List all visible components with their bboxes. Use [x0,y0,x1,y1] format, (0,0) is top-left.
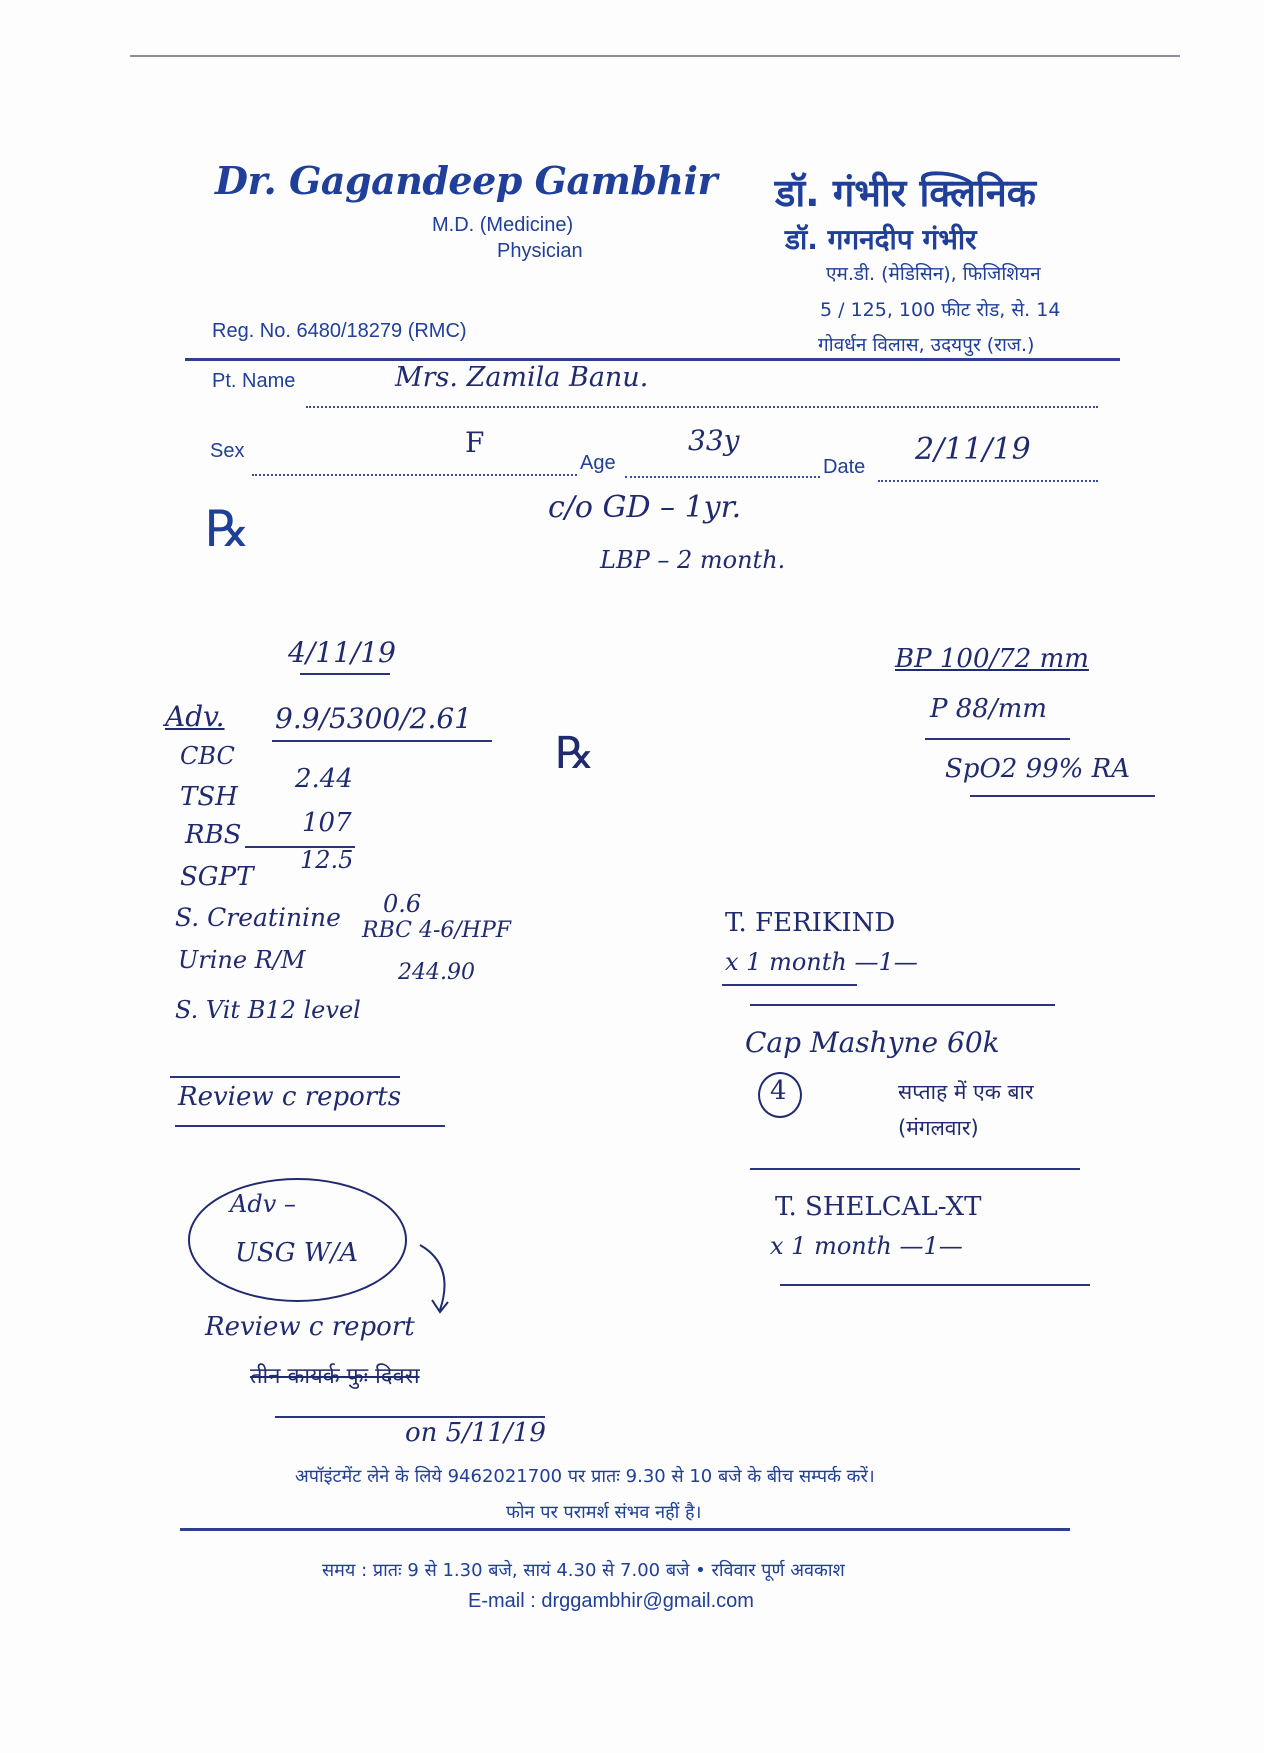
lab-rbs-value: 107 [302,808,352,838]
address-hindi-line1: 5 / 125, 100 फीट रोड, से. 14 [820,299,1061,321]
followup-date: 4/11/19 [288,636,396,669]
date-label: Date [823,456,866,478]
advice-value-underline [272,740,492,742]
lab-creatinine-value: 0.6 [383,890,422,918]
doctor-name: Dr. Gagandeep Gambhir [215,158,717,203]
lab-creatinine-name: S. Creatinine [175,903,341,932]
vital-bp: BP 100/72 mm [895,644,1089,674]
clinic-timing: समय : प्रातः 9 से 1.30 बजे, सायं 4.30 से 7.00 बजे • रविवार पूर्ण अवकाश [322,1560,845,1581]
lab-urine-name: Urine R/M [178,946,306,974]
circled-usg: USG W/A [235,1238,359,1268]
usg-arrow [410,1240,470,1320]
lab-rbs-name: RBS [185,820,242,850]
followup-date-underline [300,673,390,675]
med1-underline [722,984,857,986]
med3-divider [780,1284,1090,1286]
advice-label: Adv. [165,700,225,733]
lab-sgpt-name: SGPT [180,862,254,892]
rx-symbol: ℞ [205,500,250,558]
lab-b12-value: 244.90 [398,960,475,985]
lab-tsh-value: 2.44 [295,764,353,794]
registration-number: Reg. No. 6480/18279 (RMC) [212,320,467,342]
pt-name-label: Pt. Name [212,370,296,392]
vital-pulse-underline [925,738,1070,740]
sex-value: F [465,426,485,459]
sex-dotted-line [252,474,577,476]
med2-name: Cap Mashyne 60k [745,1026,1000,1059]
review-report-2: Review c report [205,1312,415,1342]
address-hindi-line2: गोवर्धन विलास, उदयपुर (राज.) [818,334,1035,356]
age-dotted-line [625,476,820,478]
advice-cbc-value: 9.9/5300/2.61 [275,702,472,735]
hindi-note-struck: तीन कायर्क फुः दिवस [250,1364,420,1389]
age-value: 33y [688,424,740,457]
lab-sgpt-value: 12.5 [300,846,354,874]
lab-cbc: CBC [180,742,235,770]
vital-pulse: P 88/mm [930,694,1047,724]
doctor-name-hindi: डॉ. गगनदीप गंभीर [785,223,977,256]
review-1-underline [175,1125,445,1127]
age-label: Age [580,452,616,474]
vital-spo2-underline [970,795,1155,797]
vital-spo2: SpO2 99% RA [945,754,1130,784]
inline-rx-symbol: ℞ [555,728,595,779]
clinic-name-hindi: डॉ. गंभीर क्लिनिक [775,171,1036,215]
doctor-title: Physician [497,240,583,262]
review-date: on 5/11/19 [405,1418,546,1448]
no-phone-consult-notice: फोन पर परामर्श संभव नहीं है। [506,1502,702,1523]
med1-dosage: x 1 month —1— [725,948,918,976]
clinic-email: E-mail : drggambhir@gmail.com [468,1590,754,1612]
sex-label: Sex [210,440,245,462]
date-dotted-line [878,480,1098,482]
med2-divider [750,1168,1080,1170]
degree-hindi: एम.डी. (मेडिसिन), फिजिशियन [826,263,1041,285]
date-value: 2/11/19 [915,432,1031,467]
doctor-degree: M.D. (Medicine) [432,214,574,236]
pt-name-dotted-line [306,406,1098,408]
footer-divider [180,1528,1070,1531]
pt-name-value: Mrs. Zamila Banu. [395,362,649,393]
review-reports-1: Review c reports [178,1082,402,1112]
paper-top-edge [130,55,1180,57]
complaint-line2: LBP – 2 month. [600,546,786,574]
lab-urine-value: RBC 4-6/HPF [362,918,512,943]
med2-schedule-hindi: सप्ताह में एक बार (मंगलवार) [898,1080,1034,1140]
med1-name: T. FERIKIND [725,908,896,938]
appointment-notice: अपॉइंटमेंट लेने के लिये 9462021700 पर प्रातः 9.30 से 10 बजे के बीच सम्पर्क करें। [295,1466,875,1487]
labs-divider [170,1076,400,1078]
med3-dosage: x 1 month —1— [770,1232,963,1260]
lab-b12-name: S. Vit B12 level [175,996,361,1024]
complaint-line1: c/o GD – 1yr. [548,490,742,525]
med1-divider [750,1004,1055,1006]
med2-quantity: 4 [770,1076,787,1106]
circled-advice-label: Adv – [230,1190,296,1218]
header-divider [185,358,1120,361]
med3-name: T. SHELCAL-XT [775,1192,982,1222]
lab-tsh-name: TSH [180,782,238,812]
